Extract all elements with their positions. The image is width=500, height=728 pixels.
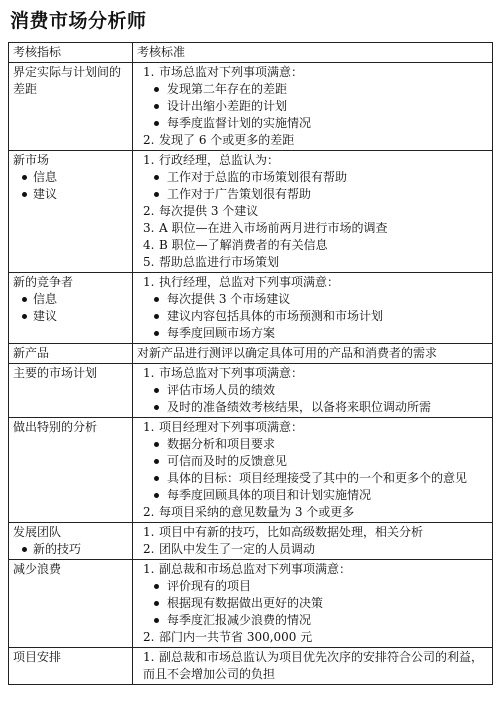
bullet-item: 每季度汇报减少浪费的情况 <box>137 612 489 629</box>
bullet-item: 评价现有的项目 <box>137 578 489 595</box>
numbered-item <box>137 365 489 382</box>
assessment-table-container <box>8 42 492 685</box>
table-row <box>9 63 493 151</box>
numbered-item <box>137 237 489 254</box>
header-standard: 考核标准 <box>133 43 493 63</box>
item-text: B 职位—了解消费者的有关信息 <box>159 238 328 252</box>
numbered-item <box>137 649 489 683</box>
indicator-text: 新市场 <box>13 153 50 167</box>
item-number: 2. <box>143 542 155 556</box>
item-text: 副总裁和市场总监认为项目优先次序的安排符合公司的利益，而且不会增加公司的负担 <box>143 650 484 681</box>
numbered-item <box>137 254 489 271</box>
item-text: 部门内一共节省 300,000 元 <box>159 630 313 644</box>
indicator-cell <box>9 63 133 151</box>
item-text: A 职位—在进入市场前两月进行市场的调查 <box>159 221 388 235</box>
page-title: 消费市场分析师 <box>10 10 147 32</box>
indicator-sub-item: 新的技巧 <box>13 541 129 558</box>
numbered-item <box>137 419 489 436</box>
indicator-sub-item: 信息 <box>13 169 129 186</box>
numbered-item <box>137 524 489 541</box>
bullet-item: 数据分析和项目要求 <box>137 436 489 453</box>
standard-cell <box>133 344 493 364</box>
bullet-item: 可信而及时的反馈意见 <box>137 453 489 470</box>
bullet-item: 根据现有数据做出更好的决策 <box>137 595 489 612</box>
indicator-cell <box>9 648 133 685</box>
table-header-row <box>9 43 493 63</box>
table-row <box>9 648 493 685</box>
standard-cell <box>133 151 493 273</box>
indicator-sub-item: 信息 <box>13 291 129 308</box>
numbered-item <box>137 152 489 169</box>
indicator-sub-item: 建议 <box>13 308 129 325</box>
indicator-cell <box>9 273 133 344</box>
item-number: 1. <box>143 153 155 167</box>
bullet-item: 每季度回顾具体的项目和计划实施情况 <box>137 487 489 504</box>
numbered-item <box>137 203 489 220</box>
item-text: 执行经理，总监对下列事项满意： <box>159 275 340 289</box>
numbered-item <box>137 541 489 558</box>
item-text: 每项目采纳的意见数量为 3 个或更多 <box>159 505 355 519</box>
indicator-text: 做出特别的分析 <box>13 420 98 434</box>
item-number: 1. <box>143 65 155 79</box>
numbered-item <box>137 274 489 291</box>
indicator-cell <box>9 560 133 648</box>
item-number: 5. <box>143 255 155 269</box>
indicator-sub-item: 建议 <box>13 186 129 203</box>
indicator-cell <box>9 151 133 273</box>
indicator-text: 新产品 <box>13 346 50 360</box>
table-row <box>9 523 493 560</box>
indicator-text: 发展团队 <box>13 525 62 539</box>
table-row <box>9 151 493 273</box>
numbered-item <box>137 64 489 81</box>
table-body <box>9 63 493 685</box>
item-number: 4. <box>143 238 155 252</box>
table-row <box>9 560 493 648</box>
indicator-cell <box>9 523 133 560</box>
indicator-cell <box>9 344 133 364</box>
indicator-cell <box>9 418 133 523</box>
item-number: 2. <box>143 133 155 147</box>
item-text: 市场总监对下列事项满意： <box>159 65 304 79</box>
standard-cell <box>133 648 493 685</box>
bullet-item: 具体的目标：项目经理接受了其中的一个和更多个的意见 <box>137 470 489 487</box>
numbered-item <box>137 629 489 646</box>
item-number: 2. <box>143 505 155 519</box>
table-row <box>9 344 493 364</box>
bullet-item: 工作对于广告策划很有帮助 <box>137 186 489 203</box>
item-text: 发现了 6 个或更多的差距 <box>159 133 295 147</box>
assessment-table <box>8 42 493 685</box>
bullet-item: 每季度回顾市场方案 <box>137 325 489 342</box>
item-number: 3. <box>143 221 155 235</box>
item-number: 2. <box>143 630 155 644</box>
standard-cell <box>133 418 493 523</box>
table-row <box>9 364 493 418</box>
item-text: 每次提供 3 个建议 <box>159 204 259 218</box>
bullet-item: 评估市场人员的绩效 <box>137 382 489 399</box>
indicator-text: 主要的市场计划 <box>13 366 98 380</box>
standard-cell <box>133 364 493 418</box>
item-text: 帮助总监进行市场策划 <box>159 255 280 269</box>
bullet-item: 发现第二年存在的差距 <box>137 81 489 98</box>
plain-text: 对新产品进行测评以确定具体可用的产品和消费者的需求 <box>137 346 438 360</box>
table-row <box>9 273 493 344</box>
standard-cell <box>133 560 493 648</box>
standard-cell <box>133 273 493 344</box>
item-number: 1. <box>143 650 155 664</box>
standard-cell <box>133 63 493 151</box>
item-number: 1. <box>143 420 155 434</box>
item-text: 项目经理对下列事项满意： <box>159 420 304 434</box>
item-text: 行政经理，总监认为： <box>159 153 280 167</box>
bullet-item: 及时的准备绩效考核结果，以备将来职位调动所需 <box>137 399 489 416</box>
item-number: 1. <box>143 366 155 380</box>
item-number: 1. <box>143 275 155 289</box>
item-number: 1. <box>143 525 155 539</box>
numbered-item <box>137 220 489 237</box>
indicator-text: 减少浪费 <box>13 562 62 576</box>
numbered-item <box>137 561 489 578</box>
bullet-item: 每季度监督计划的实施情况 <box>137 115 489 132</box>
table-row <box>9 418 493 523</box>
indicator-text: 新的竞争者 <box>13 275 74 289</box>
bullet-item: 每次提供 3 个市场建议 <box>137 291 489 308</box>
item-number: 1. <box>143 562 155 576</box>
item-text: 项目中有新的技巧，比如高级数据处理，相关分析 <box>159 525 424 539</box>
indicator-cell <box>9 364 133 418</box>
bullet-item: 设计出缩小差距的计划 <box>137 98 489 115</box>
item-text: 团队中发生了一定的人员调动 <box>159 542 316 556</box>
item-text: 市场总监对下列事项满意： <box>159 366 304 380</box>
numbered-item <box>137 132 489 149</box>
header-indicator: 考核指标 <box>9 43 133 63</box>
bullet-item: 建议内容包括具体的市场预测和市场计划 <box>137 308 489 325</box>
standard-cell <box>133 523 493 560</box>
item-number: 2. <box>143 204 155 218</box>
item-text: 副总裁和市场总监对下列事项满意： <box>159 562 352 576</box>
indicator-text: 界定实际与计划间的差距 <box>13 65 122 96</box>
bullet-item: 工作对于总监的市场策划很有帮助 <box>137 169 489 186</box>
indicator-text: 项目安排 <box>13 650 62 664</box>
numbered-item <box>137 504 489 521</box>
